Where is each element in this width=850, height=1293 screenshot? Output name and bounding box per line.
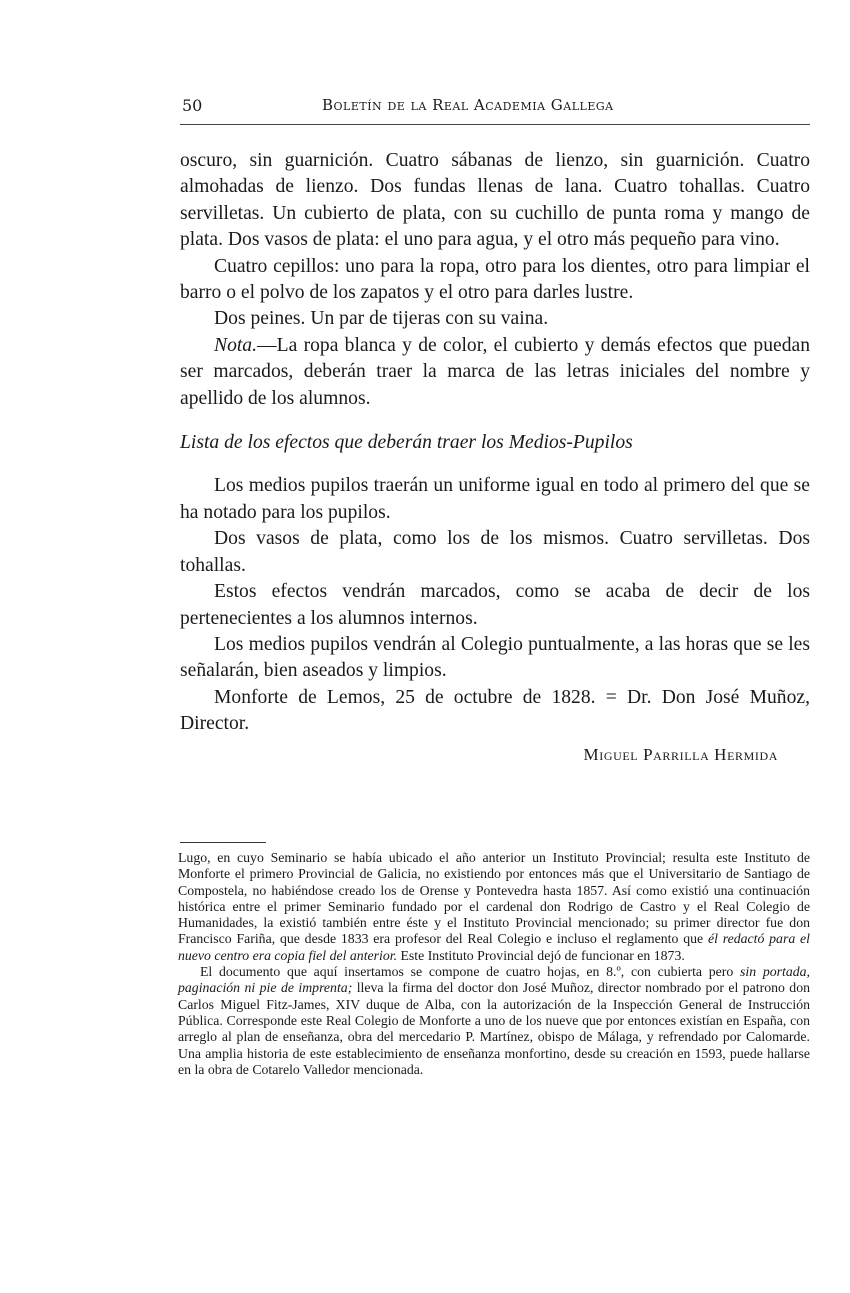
paragraph-5: Los medios pupilos traerán un uniforme igual en todo al primero del que se ha notado para los pupilos. [180, 475, 810, 523]
paragraph-9: Monforte de Lemos, 25 de octubre de 1828. = Dr. Don José Muñoz, Director. [180, 686, 810, 735]
footnote-2-text-a: El documento que aquí insertamos se compone de cuatro hojas, en 8.º, con cubierta pero [200, 964, 741, 980]
footnotes [178, 850, 810, 1078]
footnote-2-text-b: lleva la firma del doctor don José Muñoz, director nombrado por el patrono don Carlos Miguel Fitz-James, XIV duque de Alba, con la autorización de la Inspección General de Instrucción Pública. Corresponde este Real Colegio de Monforte a uno de los nueve que por entonces existían en España, con arreglo al plan de enseñanza, obra del mercedario P. Martínez, obispo de Málaga, y refrendado por Calomarde. Una amplia historia de este establecimiento de enseñanza monfortino, desde su creación en 1593, puede hallarse en la obra de Cotarelo Valledor mencionada. [178, 980, 811, 1077]
journal-title: Boletín de la Real Academia Gallega [322, 96, 614, 114]
paragraph-1: oscuro, sin guarnición. Cuatro sábanas de lienzo, sin guarnición. Cuatro almohadas de lienzo. Dos fundas llenas de lana. Cuatro tohallas. Cuatro servilletas. Un cubierto de plata, con su cuchillo de punta roma y mango de plata. Dos vasos de plata: el uno para agua, y el otro más pequeño para vino. [180, 150, 810, 251]
section-heading: Lista de los efectos que deberán traer los Medios-Pupilos [180, 432, 633, 454]
running-header [180, 96, 810, 120]
author-signature: Miguel Parrilla Hermida [583, 744, 778, 764]
header-rule [180, 124, 810, 125]
nota-text: —La ropa blanca y de color, el cubierto y demás efectos que puedan ser marcados, deberán traer la marca de las letras iniciales del nombre y apellido de los alumnos. [180, 334, 810, 409]
footnote-rule [180, 842, 266, 843]
footnote-1-italic: él redactó para el nuevo centro era copia fiel del anterior. [178, 931, 810, 963]
footnote-1-text-b: Este Instituto Provincial dejó de funcionar en 1873. [397, 947, 685, 963]
footnote-2-italic: sin portada, paginación ni pie de imprenta; [178, 964, 810, 996]
footnote-1 [178, 850, 810, 964]
paragraph-8: Los medios pupilos vendrán al Colegio puntualmente, a las horas que se les señalarán, bien aseados y limpios. [180, 633, 810, 682]
paragraph-2: Cuatro cepillos: uno para la ropa, otro para los dientes, otro para limpiar el barro o el polvo de los zapatos y el otro para darles lustre. [180, 255, 810, 304]
paragraph-6: Dos vasos de plata, como los de los mismos. Cuatro servilletas. Dos tohallas. [180, 528, 810, 576]
main-text [180, 148, 810, 768]
paragraph-4 [180, 333, 810, 412]
footnote-2 [178, 964, 810, 1078]
nota-label: Nota. [214, 334, 258, 356]
paragraph-3: Dos peines. Un par de tijeras con su vaina. [214, 308, 549, 330]
page-number: 50 [182, 96, 203, 115]
paragraph-7: Estos efectos vendrán marcados, como se acaba de decir de los pertenecientes a los alumnos internos. [180, 581, 810, 629]
footnote-1-text-a: Lugo, en cuyo Seminario se había ubicado el año anterior un Instituto Provincial; resulta este Instituto de Monforte el primero Provincial de Galicia, no existiendo por entonces más que el Universitario de Santiago de Compostela, no habiéndose creado los de Orense y Pontevedra hasta 1857. Así como existió una continuación histórica entre el primer Seminario fundado por el cardenal don Rodrigo de Castro y el Real Colegio de Humanidades, la existió también entre éste y el Instituto Provincial mencionado; su primer director fue don Francisco Fariña, que desde 1833 era profesor del Real Colegio e incluso el reglamento que [178, 850, 810, 947]
